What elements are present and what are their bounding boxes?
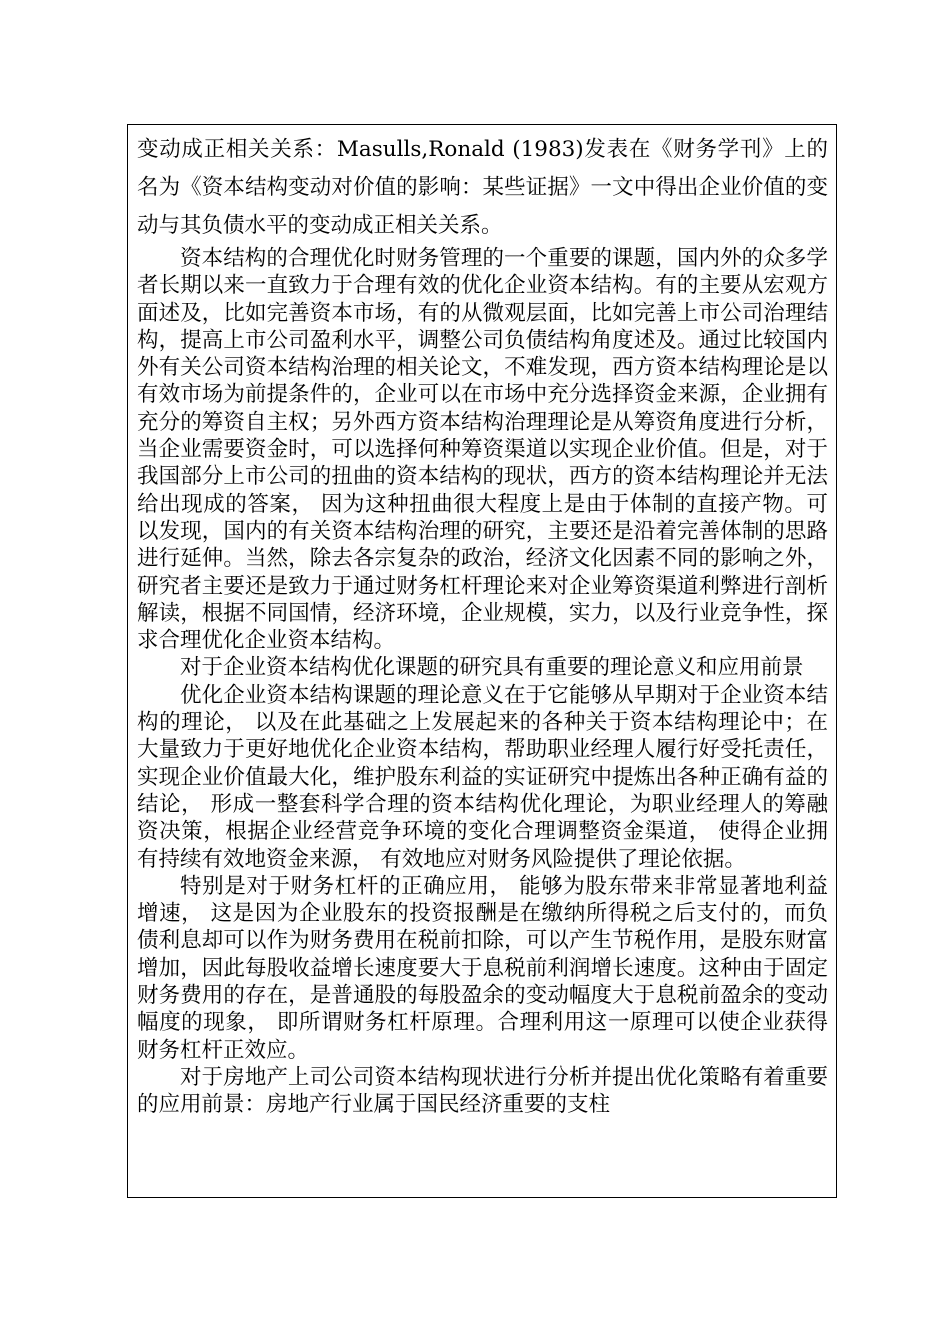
paragraph-6: 对于房地产上司公司资本结构现状进行分析并提出优化策略有着重要的应用前景：房地产行业属于国民经济重要的支柱 (137, 1064, 828, 1118)
paragraph-1: 变动成正相关关系：Masulls,Ronald (1983)发表在《财务学刊》上的名为《资本结构变动对价值的影响：某些证据》一文中得出企业价值的变动与其负债水平的变动成正相关关系。 (137, 137, 828, 238)
paragraph-3: 对于企业资本结构优化课题的研究具有重要的理论意义和应用前景 (180, 655, 804, 681)
paragraph-4: 优化企业资本结构课题的理论意义在于它能够从早期对于企业资本结构的理论， 以及在此基础之上发展起来的各种关于资本结构理论中；在大量致力于更好地优化企业资本结构，帮助职业经理人履行好受托责任，实现企业价值最大化，维护股东利益的实证研究中提炼出各种正确有益的结论， 形成一整套科学合理的资本结构优化理论，为职业经理人的筹融资决策，根据企业经营竞争环境的变化合理调整资金渠道， 使得企业拥有持续有效地资金来源， 有效地应对财务风险提供了理论依据。 (137, 682, 828, 872)
document-frame (127, 124, 837, 1198)
paragraph-2: 资本结构的合理优化时财务管理的一个重要的课题，国内外的众多学者长期以来一直致力于合理有效的优化企业资本结构。有的主要从宏观方面述及，比如完善资本市场，有的从微观层面，比如完善上市公司治理结构，提高上市公司盈利水平，调整公司负债结构角度述及。通过比较国内外有关公司资本结构治理的相关论文，不难发现，西方资本结构理论是以有效市场为前提条件的，企业可以在市场中充分选择资金来源，企业拥有充分的筹资自主权；另外西方资本结构治理理论是从筹资角度进行分析，当企业需要资金时，可以选择何种筹资渠道以实现企业价值。但是，对于我国部分上市公司的扭曲的资本结构的现状，西方的资本结构理论并无法给出现成的答案， 因为这种扭曲很大程度上是由于体制的直接产物。可以发现，国内的有关资本结构治理的研究，主要还是沿着完善体制的思路进行延伸。当然，除去各宗复杂的政治，经济文化因素不同的影响之外，研究者主要还是致力于通过财务杠杆理论来对企业筹资渠道利弊进行剖析解读，根据不同国情，经济环境，企业规模，实力，以及行业竞争性，探求合理优化企业资本结构。 (137, 246, 828, 654)
paragraph-5: 特别是对于财务杠杆的正确应用， 能够为股东带来非常显著地利益增速， 这是因为企业股东的投资报酬是在缴纳所得税之后支付的，而负债利息却可以作为财务费用在税前扣除，可以产生节税作用，是股东财富增加，因此每股收益增长速度要大于息税前利润增长速度。这种由于固定财务费用的存在，是普通股的每股盈余的变动幅度大于息税前盈余的变动幅度的现象， 即所谓财务杠杆原理。合理利用这一原理可以使企业获得财务杠杆正效应。 (137, 873, 828, 1063)
